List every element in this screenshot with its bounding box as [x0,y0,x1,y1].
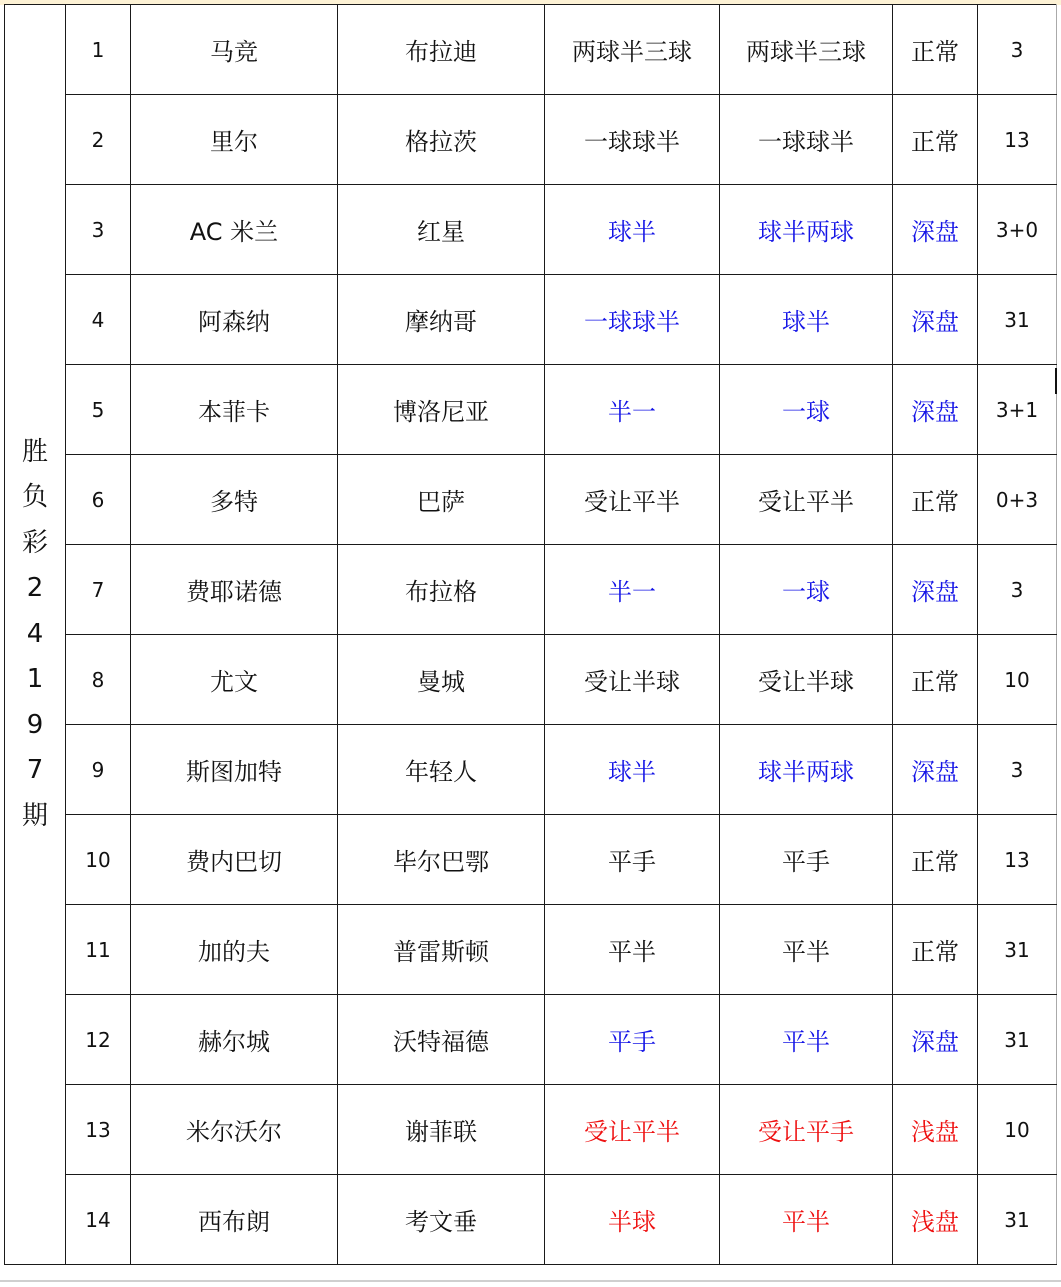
current-handicap-cell: 平半 [720,1175,893,1265]
away-team-cell: 摩纳哥 [338,275,545,365]
current-handicap-cell: 球半两球 [720,725,893,815]
handicap-type-cell: 浅盘 [893,1085,978,1175]
table-row [5,365,1057,455]
current-handicap-cell: 球半两球 [720,185,893,275]
current-handicap-cell: 受让半球 [720,635,893,725]
home-team-cell: 加的夫 [131,905,338,995]
away-team-cell: 谢菲联 [338,1085,545,1175]
match-number-cell: 4 [66,275,131,365]
prediction-cell: 3 [978,545,1057,635]
away-team-cell: 巴萨 [338,455,545,545]
home-team-cell: 费耶诺德 [131,545,338,635]
match-number-cell: 5 [66,365,131,455]
prediction-cell: 3 [978,5,1057,95]
home-team-cell: 赫尔城 [131,995,338,1085]
handicap-type-cell: 正常 [893,905,978,995]
prediction-cell: 13 [978,95,1057,185]
initial-handicap-cell: 受让平半 [545,1085,720,1175]
current-handicap-cell: 一球球半 [720,95,893,185]
current-handicap-cell: 平半 [720,905,893,995]
issue-label-char: 彩 [21,527,48,558]
home-team-cell: 斯图加特 [131,725,338,815]
issue-label-char: 9 [26,709,44,740]
away-team-cell: 布拉格 [338,545,545,635]
prediction-cell: 3 [978,725,1057,815]
table-row [5,455,1057,545]
handicap-type-cell: 正常 [893,455,978,545]
home-team-cell: AC 米兰 [131,185,338,275]
prediction-cell: 10 [978,1085,1057,1175]
match-number-cell: 1 [66,5,131,95]
table-row [5,275,1057,365]
issue-label-char: 负 [21,482,48,513]
prediction-cell: 31 [978,995,1057,1085]
prediction-cell: 31 [978,1175,1057,1265]
match-number-cell: 6 [66,455,131,545]
current-handicap-cell: 平半 [720,995,893,1085]
prediction-cell: 10 [978,635,1057,725]
prediction-cell: 31 [978,275,1057,365]
home-team-cell: 多特 [131,455,338,545]
away-team-cell: 布拉迪 [338,5,545,95]
match-number-cell: 12 [66,995,131,1085]
away-team-cell: 沃特福德 [338,995,545,1085]
prediction-cell: 13 [978,815,1057,905]
issue-label-char: 2 [26,573,44,604]
match-number-cell: 8 [66,635,131,725]
table-row [5,995,1057,1085]
prediction-cell: 31 [978,905,1057,995]
initial-handicap-cell: 球半 [545,725,720,815]
current-handicap-cell: 一球 [720,365,893,455]
table-row [5,95,1057,185]
home-team-cell: 马竞 [131,5,338,95]
initial-handicap-cell: 球半 [545,185,720,275]
initial-handicap-cell: 平半 [545,905,720,995]
away-team-cell: 毕尔巴鄂 [338,815,545,905]
initial-handicap-cell: 两球半三球 [545,5,720,95]
handicap-type-cell: 深盘 [893,185,978,275]
text-cursor [1055,368,1057,394]
home-team-cell: 费内巴切 [131,815,338,905]
match-number-cell: 13 [66,1085,131,1175]
away-team-cell: 年轻人 [338,725,545,815]
initial-handicap-cell: 受让半球 [545,635,720,725]
bottom-divider [0,1280,1061,1282]
table-row [5,5,1057,95]
away-team-cell: 考文垂 [338,1175,545,1265]
home-team-cell: 里尔 [131,95,338,185]
initial-handicap-cell: 一球球半 [545,95,720,185]
handicap-type-cell: 正常 [893,815,978,905]
home-team-cell: 米尔沃尔 [131,1085,338,1175]
table-body [5,5,1057,1265]
initial-handicap-cell: 平手 [545,995,720,1085]
away-team-cell: 曼城 [338,635,545,725]
initial-handicap-cell: 半球 [545,1175,720,1265]
handicap-type-cell: 正常 [893,5,978,95]
initial-handicap-cell: 半一 [545,365,720,455]
match-number-cell: 9 [66,725,131,815]
initial-handicap-cell: 受让平半 [545,455,720,545]
home-team-cell: 阿森纳 [131,275,338,365]
issue-label-char: 4 [26,618,44,649]
table-row [5,545,1057,635]
home-team-cell: 尤文 [131,635,338,725]
issue-label [5,430,65,840]
away-team-cell: 博洛尼亚 [338,365,545,455]
current-handicap-cell: 球半 [720,275,893,365]
issue-label-cell [5,5,66,1265]
away-team-cell: 格拉茨 [338,95,545,185]
handicap-type-cell: 深盘 [893,725,978,815]
prediction-cell: 3+0 [978,185,1057,275]
handicap-type-cell: 深盘 [893,365,978,455]
issue-label-char: 期 [21,800,48,831]
handicap-type-cell: 正常 [893,95,978,185]
table-row [5,185,1057,275]
away-team-cell: 普雷斯顿 [338,905,545,995]
table-row [5,725,1057,815]
handicap-type-cell: 正常 [893,635,978,725]
home-team-cell: 本菲卡 [131,365,338,455]
prediction-cell: 0+3 [978,455,1057,545]
initial-handicap-cell: 半一 [545,545,720,635]
table-row [5,1085,1057,1175]
initial-handicap-cell: 一球球半 [545,275,720,365]
handicap-type-cell: 深盘 [893,995,978,1085]
match-number-cell: 10 [66,815,131,905]
match-number-cell: 7 [66,545,131,635]
current-handicap-cell: 平手 [720,815,893,905]
prediction-cell: 3+1 [978,365,1057,455]
issue-label-char: 胜 [21,436,48,467]
match-number-cell: 14 [66,1175,131,1265]
issue-label-char: 7 [26,755,44,786]
table-row [5,815,1057,905]
issue-label-char: 1 [26,664,44,695]
away-team-cell: 红星 [338,185,545,275]
handicap-type-cell: 深盘 [893,275,978,365]
match-number-cell: 3 [66,185,131,275]
table-row [5,635,1057,725]
handicap-type-cell: 深盘 [893,545,978,635]
current-handicap-cell: 受让平手 [720,1085,893,1175]
lottery-table [4,4,1057,1265]
initial-handicap-cell: 平手 [545,815,720,905]
current-handicap-cell: 一球 [720,545,893,635]
table-row [5,1175,1057,1265]
match-number-cell: 2 [66,95,131,185]
home-team-cell: 西布朗 [131,1175,338,1265]
handicap-type-cell: 浅盘 [893,1175,978,1265]
table-row [5,905,1057,995]
current-handicap-cell: 受让平半 [720,455,893,545]
current-handicap-cell: 两球半三球 [720,5,893,95]
match-number-cell: 11 [66,905,131,995]
